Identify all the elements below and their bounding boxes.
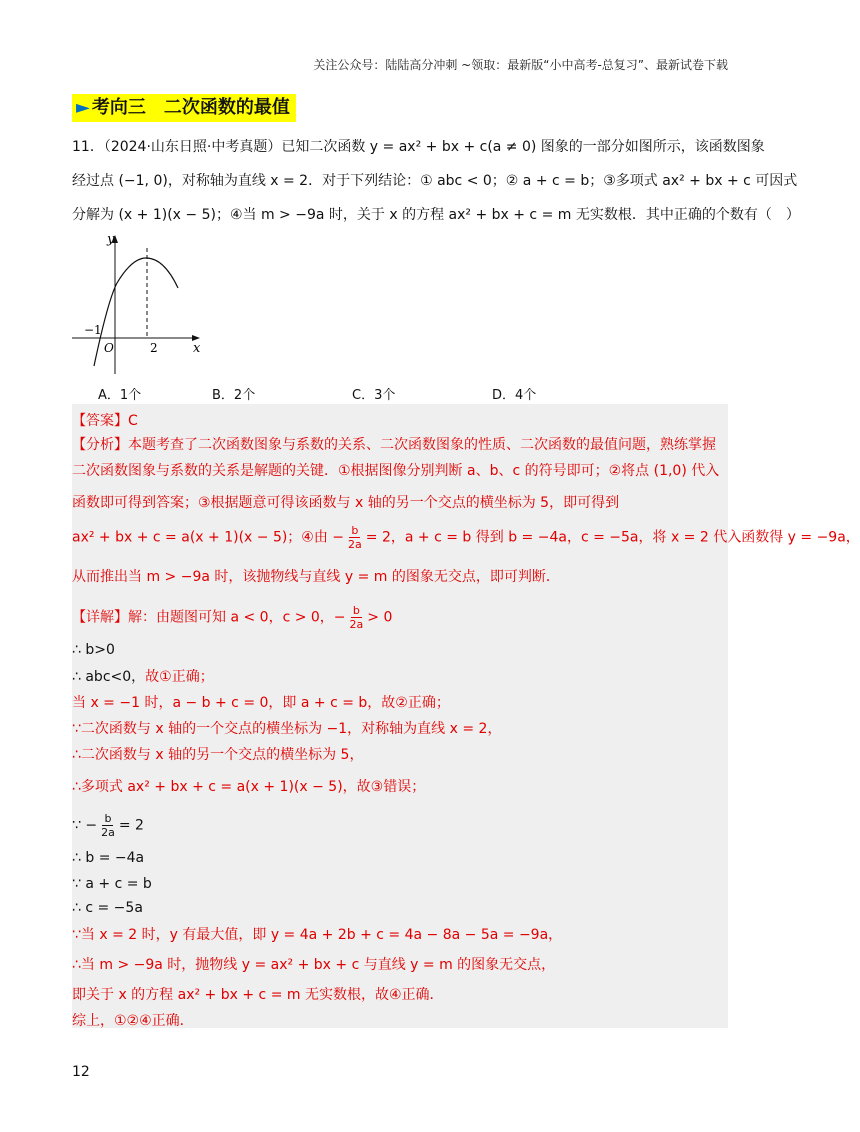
answer-choices: [98, 384, 738, 404]
answer-value: C: [128, 413, 138, 429]
detail-line: ∴多项式 ax² + bx + c = a(x + 1)(x − 5)，故③错误；: [72, 779, 426, 795]
problem-line: 分解为 (x + 1)(x − 5)；④当 m > −9a 时，关于 x 的方程 ax² + bx + c = m 无实数根．其中正确的个数有（ ）: [72, 207, 800, 223]
detail-line: [72, 666, 214, 686]
triangle-marker-icon: ►: [76, 97, 90, 118]
detail-text: > 0: [367, 609, 393, 626]
fraction: [99, 812, 117, 839]
section-title-text: 考向三 二次函数的最值: [91, 97, 290, 118]
analysis-line: 二次函数图象与系数的关系是解题的关键．①根据图像分别判断 a、b、c 的符号即可；②将点 (1,0) 代入: [72, 463, 720, 479]
fraction-numerator: b: [351, 524, 359, 537]
detail-math: = 2: [118, 817, 144, 834]
page-header: 关注公众号：陆陆高分冲刺 ~领取：最新版“小中高考-总复习”、最新试卷下载: [313, 58, 728, 72]
detail-line: 当 x = −1 时，a − b + c = 0，即 a + c = b，故②正确；: [72, 695, 450, 711]
detail-tag: 【详解】: [72, 609, 128, 626]
origin-label: O: [104, 341, 114, 355]
problem-statement: [72, 130, 800, 232]
choice-a[interactable]: A．1个: [98, 388, 142, 403]
fraction-numerator: b: [104, 812, 112, 825]
section-title: [72, 94, 296, 122]
analysis-line: 从而推出当 m > −9a 时，该抛物线与直线 y = m 的图象无交点，即可判断．: [72, 569, 560, 585]
neg-one-label: −1: [84, 323, 102, 337]
problem-line: 经过点 (−1, 0)，对称轴为直线 x = 2．对于下列结论：① abc < 0；② a + c = b；③多项式 ax² + bx + c 可因式: [72, 173, 798, 189]
detail-line: ∴ c = −5a: [72, 900, 143, 916]
fraction-numerator: b: [352, 604, 360, 617]
detail-line: ∴ b>0: [72, 642, 115, 658]
detail-line: ∴ b = −4a: [72, 850, 145, 866]
analysis-tag: 【分析】: [72, 437, 128, 453]
detail-line: ∴二次函数与 x 轴的另一个交点的横坐标为 5，: [72, 747, 364, 763]
detail-line: [72, 812, 144, 839]
fraction-denominator: 2a: [349, 618, 364, 631]
analysis-math: = 2，a + c = b 得到 b = −4a，c = −5a，将 x = 2 代入函数得 y = −9a，: [365, 529, 860, 546]
fraction: [348, 604, 366, 631]
analysis-line: [72, 434, 716, 454]
detail-line: [72, 604, 392, 631]
detail-line: 综上，①②④正确．: [72, 1013, 194, 1029]
detail-line: ∴当 m > −9a 时，抛物线 y = ax² + bx + c 与直线 y = m 的图象无交点，: [72, 957, 556, 973]
detail-line: ∵ a + c = b: [72, 876, 152, 892]
analysis-math: ax² + bx + c = a(x + 1)(x − 5)；④由 −: [72, 529, 345, 546]
y-axis-label: y: [107, 232, 115, 247]
fraction-denominator: 2a: [101, 826, 115, 839]
choice-c[interactable]: C．3个: [352, 388, 396, 403]
choice-d[interactable]: D．4个: [492, 388, 537, 403]
analysis-line: [72, 524, 860, 551]
answer-row: [72, 410, 138, 430]
detail-text: 故①正确；: [145, 669, 214, 685]
detail-line: ∵二次函数与 x 轴的一个交点的横坐标为 −1，对称轴为直线 x = 2，: [72, 721, 502, 737]
detail-line: ∵当 x = 2 时，y 有最大值，即 y = 4a + 2b + c = 4a − 8a − 5a = −9a，: [72, 927, 563, 943]
solution-box: [72, 404, 860, 1029]
fraction-denominator: 2a: [348, 538, 362, 551]
answer-tag: 【答案】: [72, 413, 128, 429]
detail-math: ∴ abc<0，: [72, 669, 146, 685]
detail-text: 解：由题图可知 a < 0，c > 0，−: [128, 609, 346, 626]
detail-line: 即关于 x 的方程 ax² + bx + c = m 无实数根，故④正确．: [72, 987, 444, 1003]
choice-b[interactable]: B．2个: [212, 388, 256, 403]
fraction: [346, 524, 364, 551]
x-axis-label: x: [193, 341, 201, 356]
detail-math: ∵ −: [72, 817, 98, 834]
analysis-line: 函数即可得到答案；③根据题意可得该函数与 x 轴的另一个交点的横坐标为 5，即可得到: [72, 495, 620, 511]
analysis-text: 本题考查了二次函数图象与系数的关系、二次函数图象的性质、二次函数的最值问题，熟练掌握: [128, 437, 716, 453]
two-label: 2: [150, 341, 158, 355]
parabola-graph: [70, 226, 210, 378]
problem-line: 11．（2024·山东日照·中考真题）已知二次函数 y = ax² + bx + c(a ≠ 0) 图象的一部分如图所示，该函数图象: [72, 139, 765, 155]
page-number: 12: [72, 1064, 90, 1080]
